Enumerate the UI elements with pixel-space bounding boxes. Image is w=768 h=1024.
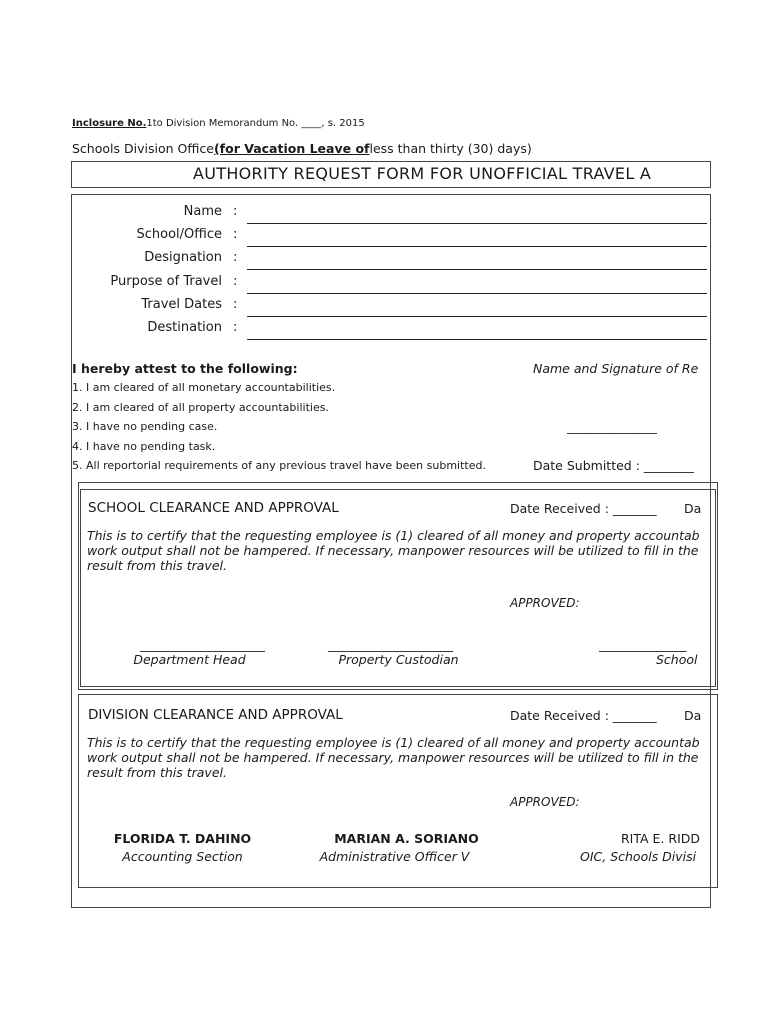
subtitle-prefix: Schools Division Office [72,141,214,156]
field-label-travel-dates: Travel Dates [141,297,222,312]
dept-head-caption: Department Head [133,652,246,667]
admin-officer-caption: Administrative Officer V [319,849,470,864]
division-section-title: DIVISION CLEARANCE AND APPROVAL [88,707,343,723]
travel-dates-input-line[interactable] [247,316,707,317]
purpose-input-line[interactable] [247,293,707,294]
field-colon: : [233,297,238,312]
sds-signatory-name: RITA E. RIDD [621,831,701,846]
division-cert-line: work output shall not be hampered. If necessary, manpower resources will be utilized to fill in the [87,750,699,765]
school-head-signature-line[interactable]: ______________ [599,637,687,652]
designation-input-line[interactable] [247,269,707,270]
inclosure-line [72,118,365,129]
field-label-designation: Designation [144,250,222,265]
attest-heading: I hereby attest to the following: [72,361,298,376]
school-cert-line: This is to certify that the requesting employee is (1) cleared of all money and property accountab [87,528,700,543]
custodian-signature-line[interactable]: ____________________ [328,637,453,652]
subtitle-bold: (for Vacation Leave of [213,141,370,156]
field-colon: : [233,204,238,219]
school-section-title: SCHOOL CLEARANCE AND APPROVAL [88,500,339,516]
admin-officer-signatory-name: MARIAN A. SORIANO [334,831,479,846]
division-cert-line: result from this travel. [87,765,227,780]
date-submitted[interactable]: Date Submitted : ________ [533,458,694,473]
attest-item: 2. I am cleared of all property accountabilities. [72,401,329,414]
field-colon: : [233,274,238,289]
form-title: AUTHORITY REQUEST FORM FOR UNOFFICIAL TRAVEL A [193,164,652,183]
school-date-cut: Da [684,501,702,516]
school-approved-label: APPROVED: [510,596,580,610]
field-colon: : [233,227,238,242]
dept-head-signature-line[interactable]: ____________________ [140,637,265,652]
subtitle-suffix: less than thirty (30) days) [369,141,532,156]
school-office-input-line[interactable] [247,246,707,247]
attest-item: 1. I am cleared of all monetary accountabilities. [72,381,336,394]
inclosure-label: Inclosure No. [72,118,147,129]
field-label-name: Name [183,204,222,219]
accounting-signatory-name: FLORIDA T. DAHINO [113,831,252,846]
school-cert-line: result from this travel. [87,558,227,573]
school-date-received[interactable]: Date Received : _______ [510,501,657,516]
division-date-received[interactable]: Date Received : _______ [510,708,657,723]
attest-item: 3. I have no pending case. [72,420,218,433]
requester-signature-caption: Name and Signature of Re [533,361,699,376]
school-cert-line: work output shall not be hampered. If necessary, manpower resources will be utilized to fill in the [87,543,699,558]
attest-item: 4. I have no pending task. [72,440,216,453]
field-label-school-office: School/Office [136,227,222,242]
subtitle-line [72,141,532,156]
field-colon: : [233,320,238,335]
destination-input-line[interactable] [247,339,707,340]
field-label-purpose: Purpose of Travel [110,274,222,289]
school-head-caption: School [656,652,698,667]
custodian-caption: Property Custodian [338,652,459,667]
requester-signature-line[interactable]: _______________ [567,420,657,434]
name-input-line[interactable] [247,223,707,224]
division-approved-label: APPROVED: [510,795,580,809]
field-colon: : [233,250,238,265]
attest-item: 5. All reportorial requirements of any previous travel have been submitted. [72,459,486,472]
division-date-cut: Da [684,708,702,723]
division-cert-line: This is to certify that the requesting employee is (1) cleared of all money and property accountab [87,735,700,750]
accounting-caption: Accounting Section [122,849,243,864]
inclosure-rest: 1to Division Memorandum No. ____, s. 2015 [146,118,365,129]
sds-caption: OIC, Schools Divisi [580,849,697,864]
field-label-destination: Destination [147,320,222,335]
